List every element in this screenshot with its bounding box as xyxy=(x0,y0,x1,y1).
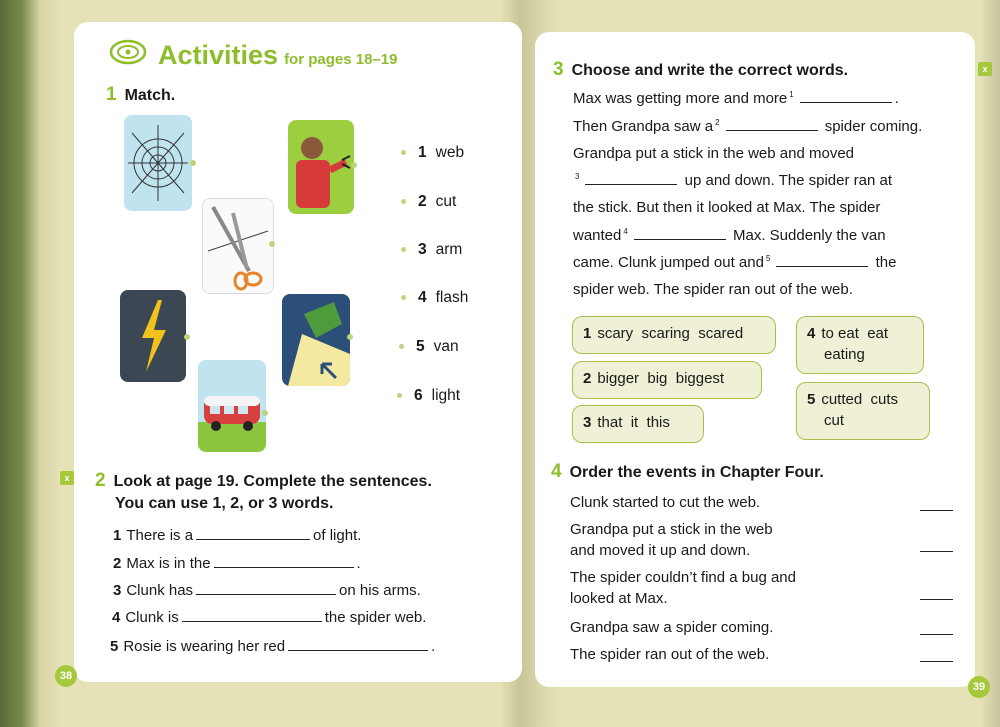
choice-box-2[interactable]: 2 bigger big biggest xyxy=(572,361,762,399)
match-dot[interactable] xyxy=(351,162,357,168)
event-item: The spider couldn’t find a bug and looked at Max. xyxy=(570,569,796,607)
passage-line: Max was getting more and more $^1$ . xyxy=(573,90,899,107)
picture-web xyxy=(124,115,192,211)
passage-line: Then Grandpa saw a $^2$ spider coming. xyxy=(573,118,923,135)
choice-box-5[interactable]: 5 cutted cuts cut xyxy=(796,382,930,440)
event-item: Grandpa saw a spider coming. xyxy=(570,619,774,636)
match-dot[interactable] xyxy=(269,241,275,247)
blank-input[interactable] xyxy=(634,239,726,240)
exercise-2-heading: 2 Look at page 19. Complete the sentences. You can use 1, 2, or 3 words. xyxy=(95,470,432,512)
event-item: The spider ran out of the web. xyxy=(570,646,770,663)
choice-box-1[interactable]: 1 scary scaring scared xyxy=(572,316,776,354)
blank-input[interactable] xyxy=(585,184,677,185)
event-item: Grandpa put a stick in the web and moved it up and down. xyxy=(570,521,773,559)
extra-activity-icon: x xyxy=(60,471,74,485)
blank-input[interactable] xyxy=(196,539,310,540)
order-blank[interactable] xyxy=(920,599,953,600)
passage-line: $^3$ up and down. The spider ran at xyxy=(575,172,892,189)
match-word[interactable]: 4 flash xyxy=(401,289,468,307)
order-blank[interactable] xyxy=(920,661,953,662)
match-word[interactable]: 6 light xyxy=(397,387,460,405)
match-word[interactable]: 5 van xyxy=(399,338,459,356)
match-dot[interactable] xyxy=(184,334,190,340)
passage-line: came. Clunk jumped out and $^5$ the xyxy=(573,254,897,271)
blank-input[interactable] xyxy=(196,594,336,595)
blank-input[interactable] xyxy=(182,621,322,622)
match-word[interactable]: 1 web xyxy=(401,144,464,162)
event-item: Clunk started to cut the web. xyxy=(570,494,761,511)
sentence: 3 Clunk has on his arms. xyxy=(113,582,421,599)
choice-box-4[interactable]: 4 to eat eat eating xyxy=(796,316,924,374)
exercise-4-heading: 4 Order the events in Chapter Four. xyxy=(551,461,824,482)
blank-input[interactable] xyxy=(726,130,818,131)
blank-input[interactable] xyxy=(800,102,892,103)
page-number: 38 xyxy=(55,665,77,687)
exercise-1-heading: 1 Match. xyxy=(106,84,176,105)
passage-line: Grandpa put a stick in the web and moved xyxy=(573,145,855,162)
match-dot[interactable] xyxy=(347,334,353,340)
page-number: 39 xyxy=(968,676,990,698)
extra-activity-icon: x xyxy=(978,62,992,76)
passage-line: the stick. But then it looked at Max. The spider xyxy=(573,199,881,216)
sentence: 2 Max is in the . xyxy=(113,555,361,572)
passage-line: wanted $^4$ Max. Suddenly the van xyxy=(573,227,886,244)
choice-box-3[interactable]: 3 that it this xyxy=(572,405,704,443)
picture-arm xyxy=(288,120,354,214)
order-blank[interactable] xyxy=(920,551,953,552)
order-blank[interactable] xyxy=(920,634,953,635)
picture-van xyxy=(198,360,266,452)
picture-light xyxy=(282,294,350,386)
blank-input[interactable] xyxy=(288,650,428,651)
match-word[interactable]: 3 arm xyxy=(401,241,462,259)
picture-flash xyxy=(120,290,186,382)
flower-icon xyxy=(108,38,148,66)
match-dot[interactable] xyxy=(262,410,268,416)
passage-line: spider web. The spider ran out of the web. xyxy=(573,281,853,298)
sentence: 1 There is a of light. xyxy=(113,527,362,544)
sentence: 4 Clunk is the spider web. xyxy=(112,609,427,626)
match-dot[interactable] xyxy=(190,160,196,166)
blank-input[interactable] xyxy=(776,266,868,267)
exercise-3-heading: 3 Choose and write the correct words. xyxy=(553,59,849,80)
page-title: Activities for pages 18–19 xyxy=(158,40,398,70)
match-word[interactable]: 2 cut xyxy=(401,193,456,211)
picture-cut xyxy=(202,198,274,294)
blank-input[interactable] xyxy=(214,567,354,568)
sentence: 5 Rosie is wearing her red . xyxy=(110,638,436,655)
order-blank[interactable] xyxy=(920,510,953,511)
